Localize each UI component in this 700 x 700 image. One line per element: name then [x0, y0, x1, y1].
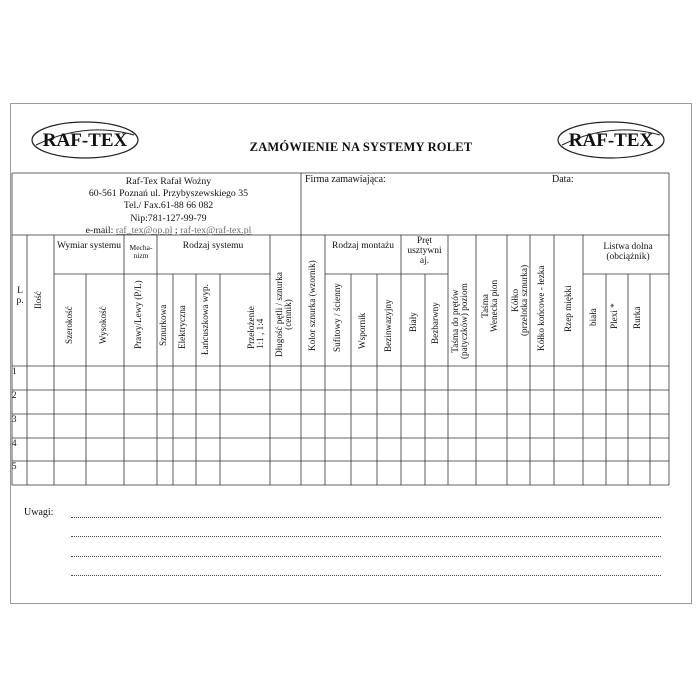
company-address: 60-561 Poznań ul. Przybyszewskiego 35	[88, 188, 249, 200]
dlugosc-line-2: (cennik)	[283, 299, 294, 330]
company-nip: Nip:781-127-99-79	[130, 212, 207, 224]
header-rurka: Rurka	[632, 306, 642, 329]
header-sufitowy: Sufitowy / ścienny	[332, 283, 342, 352]
header-kolor: Kolor sznurka (wzornik)	[307, 260, 317, 351]
order-form-sheet	[10, 103, 692, 604]
kolko-line-2: (przelotka sznurka)	[519, 264, 530, 336]
row-number-5: 5	[12, 461, 17, 471]
header-elektryczna: Elektryczna	[177, 305, 187, 349]
header-sznurkowa: Sznurkowa	[158, 304, 168, 346]
header-tasma-wenecka	[481, 280, 499, 332]
header-mechanizm: Mecha-nizm	[129, 243, 153, 260]
logo-graphic	[30, 119, 140, 161]
header-rodzaj-montazu: Rodzaj montażu	[332, 241, 394, 251]
tasma-wenecka-line-2: Wenecka pion	[489, 279, 500, 332]
przelozenie-line-2: 1:1 , 1:4	[255, 318, 266, 349]
company-name: Raf-Tex Rafał Woźny	[125, 176, 212, 187]
header-rzep: Rzep miękki	[563, 285, 573, 332]
header-rodzaj-systemu: Rodzaj systemu	[182, 241, 244, 251]
header-wysokosc: Wysokość	[98, 306, 108, 344]
header-wymiar-systemu: Wymiar systemu	[56, 241, 122, 251]
header-bezbarwny: Bezbarwny	[430, 302, 440, 344]
email-link-2[interactable]: raf-tex@raf-tex.pl	[180, 224, 252, 236]
notes-line-2[interactable]	[71, 536, 661, 537]
header-plexi: Plexi *	[609, 303, 619, 329]
header-dlugosc	[275, 272, 293, 357]
email-separator: ;	[174, 224, 178, 236]
notes-line-4[interactable]	[71, 575, 661, 576]
row-number-3: 3	[12, 414, 17, 424]
logo-text: RAF-TEX	[42, 130, 128, 151]
header-przelozenie	[247, 306, 265, 349]
logo-text: RAF-TEX	[568, 130, 654, 151]
form-title: ZAMÓWIENIE NA SYSTEMY ROLET	[249, 140, 473, 154]
customer-label: Firma zamawiająca:	[305, 174, 386, 185]
company-phone: Tel./ Fax.61-88 66 082	[123, 200, 214, 212]
notes-line-3[interactable]	[71, 556, 661, 557]
header-kolko-koncowe: Kółko końcowe - łezka	[536, 265, 546, 351]
dlugosc-line-1: Długość pętli / sznurka	[274, 272, 284, 357]
header-pret: Pręt usztywni aj.	[407, 236, 442, 266]
kolko-line-1: Kółko	[510, 288, 520, 312]
raf-tex-logo-left	[30, 119, 140, 161]
row-number-2: 2	[12, 390, 17, 400]
header-wspornik: Wspornik	[357, 312, 367, 349]
header-biala: biała	[588, 308, 598, 326]
row-number-4: 4	[12, 438, 17, 448]
header-prawy-lewy: Prawy/Lewy (P/L)	[133, 280, 143, 349]
tasma-wenecka-line-1: Taśma	[480, 294, 490, 318]
email-link-1[interactable]: raf_tex@op.pl	[115, 224, 173, 236]
notes-line-1[interactable]	[71, 517, 661, 518]
header-listwa-dolna: Listwa dolna (obciążnik)	[603, 242, 653, 262]
header-kolko	[511, 265, 529, 336]
company-email-line	[51, 225, 286, 237]
logo-graphic	[556, 119, 666, 161]
header-tasma-pretow	[451, 283, 469, 359]
header-lp: L p.	[16, 286, 24, 306]
header-lancuszkowa: Łańcuszkowa wyp.	[200, 284, 210, 355]
email-label: e-mail:	[85, 224, 114, 236]
header-bezinwazyjny: Bezinwazyjny	[383, 299, 393, 352]
raf-tex-logo-right	[556, 119, 666, 161]
notes-label: Uwagi:	[24, 507, 54, 518]
row-number-1: 1	[12, 366, 17, 376]
tasma-pretow-line-1: Taśma do prętów	[450, 289, 460, 353]
tasma-pretow-line-2: (patyczków) poziom	[459, 283, 470, 359]
header-bialy: Biały	[408, 312, 418, 332]
date-label: Data:	[552, 174, 574, 185]
header-ilosc: Ilość	[33, 291, 43, 309]
company-info	[51, 176, 286, 237]
header-szerokosc: Szerokość	[64, 306, 74, 344]
przelozenie-line-1: Przełożenie	[246, 306, 256, 349]
